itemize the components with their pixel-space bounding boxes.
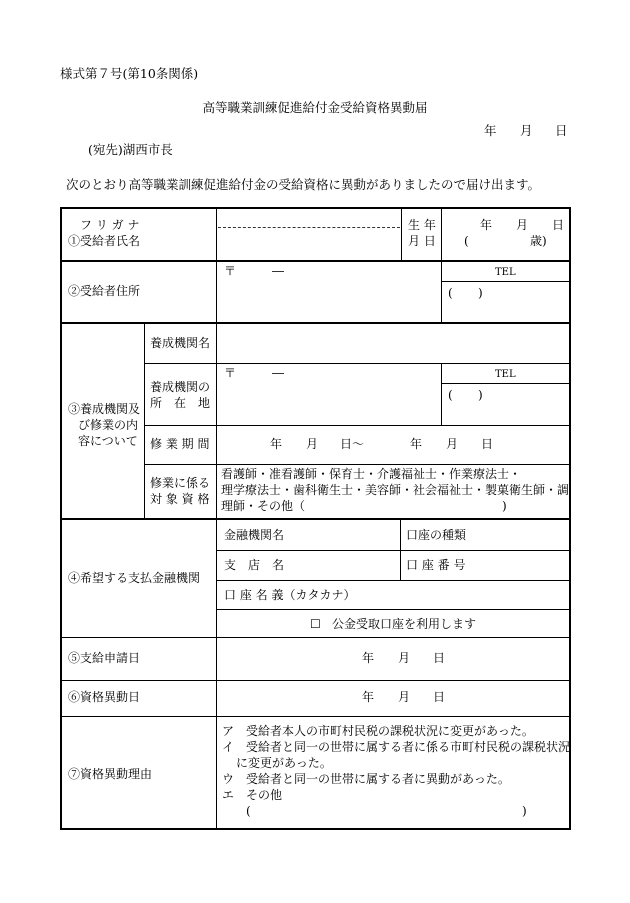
tel-label: TEL — [495, 267, 516, 278]
header-date-month[interactable]: 月 — [520, 123, 533, 138]
age-field[interactable]: 歳) — [530, 234, 547, 248]
reason-option-u[interactable]: ウ 受給者と同一の世帯に属する者に異動があった。 — [222, 772, 510, 786]
header-date-day[interactable]: 日 — [555, 123, 568, 138]
institution-location-label-1: 養成機関の — [150, 380, 211, 394]
reason-other-input[interactable] — [256, 804, 518, 820]
institution-section-label-3: 容について — [78, 434, 138, 448]
qualification-other-paren-close: ) — [502, 499, 507, 513]
recipient-address-input[interactable] — [218, 281, 440, 321]
change-date-year[interactable]: 年 — [362, 690, 375, 704]
period-end-month[interactable]: 月 — [446, 437, 459, 451]
public-account-checkbox[interactable]: ☐ — [310, 617, 321, 631]
study-period-label: 修 業 期 間 — [150, 437, 210, 451]
branch-name-input[interactable] — [284, 551, 398, 579]
institution-section-label-1: ③養成機関及 — [68, 402, 141, 416]
institution-postal-mark-icon: 〒 — [224, 366, 237, 380]
birth-label-line1: 生 年 — [408, 218, 436, 232]
tel-paren-open: ( — [448, 286, 453, 300]
birth-label-line2: 月 日 — [408, 234, 436, 248]
application-date-month[interactable]: 月 — [398, 651, 411, 665]
account-holder-input[interactable] — [360, 581, 568, 608]
institution-tel-paren-open: ( — [448, 388, 453, 402]
furigana-input[interactable] — [218, 209, 401, 226]
institution-postal-dash: ― — [272, 366, 284, 380]
qualification-options-line3[interactable]: 理師・その他（ — [221, 499, 306, 513]
application-date-year[interactable]: 年 — [362, 651, 375, 665]
qualification-label-2: 対 象 資 格 — [150, 492, 210, 506]
institution-section-label-2: び修業の内 — [78, 418, 139, 432]
change-reason-label: ⑦資格異動理由 — [68, 767, 153, 781]
institution-tel-label: TEL — [495, 369, 516, 380]
birth-month[interactable]: 月 — [516, 218, 529, 232]
birth-day[interactable]: 日 — [552, 218, 565, 232]
period-end-day[interactable]: 日 — [481, 437, 494, 451]
bank-name-label: 金融機関名 — [224, 528, 285, 542]
application-date-label: ⑤支給申請日 — [68, 651, 141, 665]
intro-text: 次のとおり高等職業訓練促進給付金の受給資格に異動がありましたので届け出ます。 — [66, 177, 541, 192]
institution-name-input[interactable] — [218, 324, 569, 362]
account-holder-label: 口 座 名 義（カタカナ） — [224, 588, 356, 602]
institution-location-label-2: 所 在 地 — [150, 396, 211, 410]
age-paren-open: ( — [464, 234, 469, 248]
qualification-label-1: 修業に係る — [150, 476, 211, 490]
public-account-label: 公金受取口座を利用します — [332, 617, 477, 631]
change-date-day[interactable]: 日 — [433, 690, 446, 704]
period-end-year[interactable]: 年 — [410, 437, 423, 451]
account-type-input[interactable] — [470, 520, 568, 549]
furigana-label: フ リ ガ ナ — [80, 218, 140, 232]
reason-other-paren-open: ( — [246, 804, 251, 818]
application-date-day[interactable]: 日 — [433, 651, 446, 665]
postal-dash: ― — [272, 264, 284, 278]
change-date-label: ⑥資格異動日 — [68, 690, 141, 704]
account-number-input[interactable] — [470, 551, 568, 579]
institution-address-input[interactable] — [218, 383, 440, 423]
bank-name-input[interactable] — [284, 520, 398, 549]
bank-section-label: ④希望する支払金融機関 — [68, 571, 201, 585]
form-number: 様式第７号(第10条関係) — [60, 66, 199, 81]
reason-option-a[interactable]: ア 受給者本人の市町村民税の課税状況に変更があった。 — [222, 724, 534, 738]
qualification-other-input[interactable] — [300, 499, 500, 515]
period-start-month[interactable]: 月 — [306, 437, 319, 451]
branch-name-label: 支 店 名 — [224, 558, 285, 572]
recipient-address-label: ②受給者住所 — [68, 284, 141, 298]
reason-option-i-continued: に変更があった。 — [236, 756, 332, 770]
form-title: 高等職業訓練促進給付金受給資格異動届 — [202, 100, 428, 115]
postal-mark-icon: 〒 — [224, 264, 237, 278]
account-type-label: 口座の種類 — [406, 528, 467, 542]
institution-tel-input[interactable]: ) — [478, 388, 483, 402]
qualification-options-line2[interactable]: 理学療法士・歯科衛生士・美容師・社会福祉士・製菓衛生師・調 — [221, 483, 570, 497]
period-start-day[interactable]: 日～ — [340, 437, 365, 451]
birth-year[interactable]: 年 — [480, 218, 493, 232]
addressee: (宛先)湖西市長 — [88, 142, 173, 157]
account-number-label: 口 座 番 号 — [406, 558, 466, 572]
tel-input[interactable]: ) — [478, 286, 483, 300]
qualification-options-line1[interactable]: 看護師・准看護師・保育士・介護福祉士・作業療法士・ — [221, 467, 522, 481]
reason-other-paren-close: ) — [522, 804, 527, 818]
change-date-month[interactable]: 月 — [398, 690, 411, 704]
recipient-name-label: ①受給者氏名 — [68, 234, 141, 248]
recipient-name-input[interactable] — [218, 229, 401, 259]
reason-option-e[interactable]: エ その他 — [222, 788, 283, 802]
header-date-year[interactable]: 年 — [484, 123, 497, 138]
institution-name-label: 養成機関名 — [150, 336, 211, 350]
reason-option-i[interactable]: イ 受給者と同一の世帯に属する者に係る市町村民税の課税状況 — [222, 740, 571, 754]
period-start-year[interactable]: 年 — [270, 437, 283, 451]
